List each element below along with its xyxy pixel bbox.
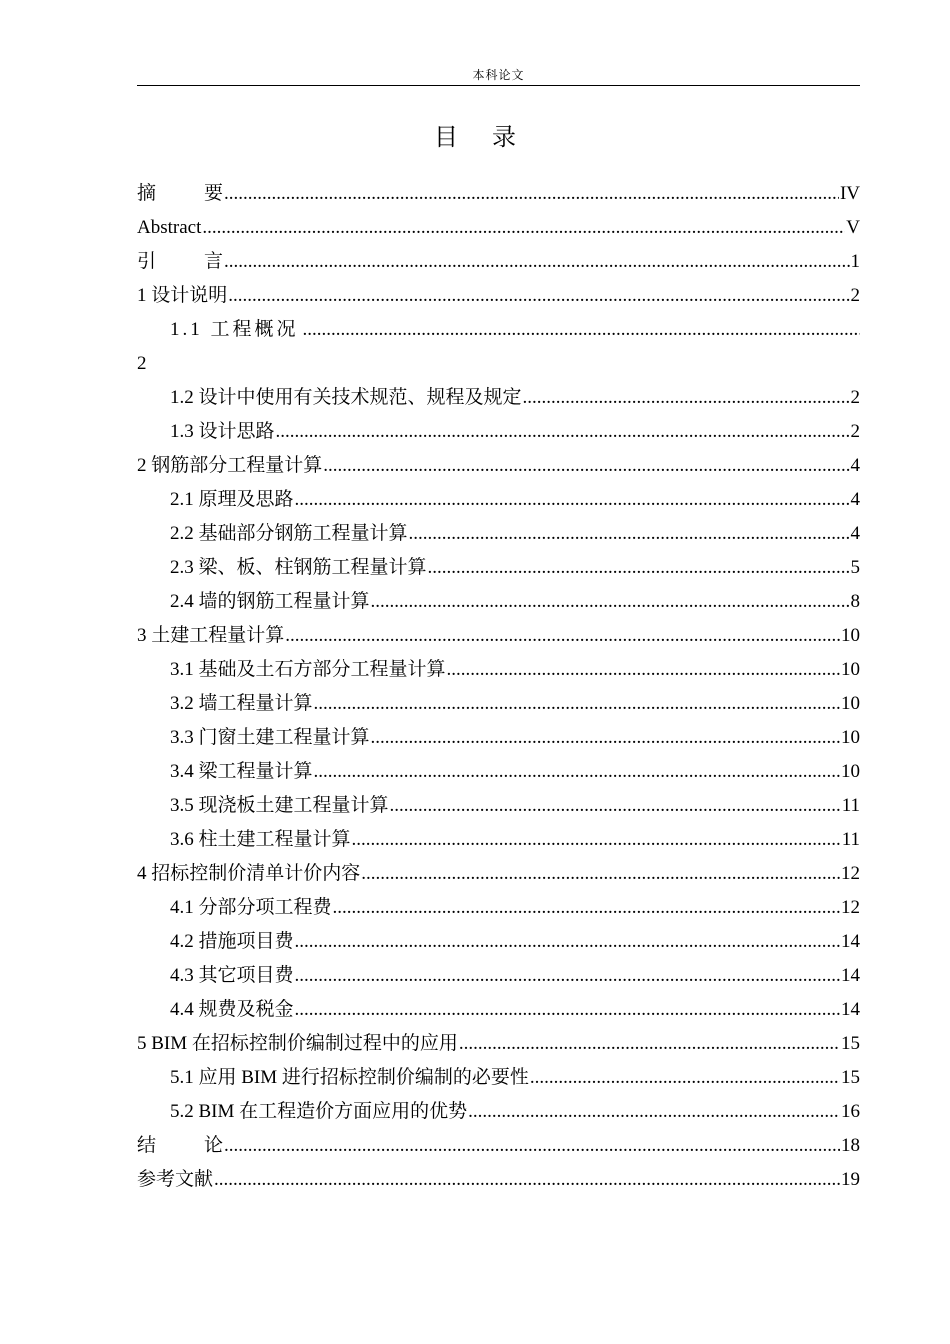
- dot-leader: [224, 177, 839, 211]
- toc-entry-1-1[interactable]: [137, 313, 860, 347]
- dot-leader: [295, 483, 850, 517]
- toc-entry-page: 2: [137, 353, 147, 374]
- toc-entry-label: 3.6 柱土建工程量计算: [170, 829, 351, 850]
- toc-entry-4-2[interactable]: [137, 925, 860, 959]
- dot-leader: [295, 993, 840, 1027]
- toc-entry-1[interactable]: [137, 279, 860, 313]
- toc-entry-label: Abstract: [137, 217, 202, 238]
- toc-entry-page: 2: [850, 387, 860, 408]
- toc-entry-page: 1: [850, 251, 860, 272]
- toc-entry-label: 参考文献: [137, 1169, 214, 1190]
- toc-entry-label: 5.1 应用 BIM 进行招标控制价编制的必要性: [170, 1067, 529, 1088]
- toc-entry-3-2[interactable]: [137, 687, 860, 721]
- toc-entry-label: 4.1 分部分项工程费: [170, 897, 332, 918]
- toc-entry-page: 10: [841, 727, 860, 748]
- dot-leader: [371, 585, 850, 619]
- toc-title: 目 录: [434, 125, 530, 151]
- toc-entry-label: 4.3 其它项目费: [170, 965, 294, 986]
- toc-entry-page: 14: [841, 931, 860, 952]
- toc-entry-introduction[interactable]: [137, 245, 860, 279]
- toc-entry-label: 1.1 工程概况: [170, 319, 299, 340]
- dot-leader: [459, 1027, 840, 1061]
- dot-leader: [276, 415, 850, 449]
- toc-entry-label: 3.1 基础及土石方部分工程量计算: [170, 659, 446, 680]
- toc-entry-page: 4: [850, 455, 860, 476]
- toc-entry-page: 8: [850, 591, 860, 612]
- toc-entry-5-1[interactable]: [137, 1061, 860, 1095]
- toc-entry-page: 10: [841, 693, 860, 714]
- toc-entry-3[interactable]: [137, 619, 860, 653]
- toc-entry-page: 18: [841, 1135, 860, 1156]
- toc-entry-page: 5: [850, 557, 860, 578]
- toc-entry-page: 12: [841, 863, 860, 884]
- toc-entry-3-1[interactable]: [137, 653, 860, 687]
- toc-entry-label: 4 招标控制价清单计价内容: [137, 863, 361, 884]
- dot-leader: [468, 1095, 840, 1129]
- toc-entry-label: 2.4 墙的钢筋工程量计算: [170, 591, 370, 612]
- toc-entry-2-1[interactable]: [137, 483, 860, 517]
- table-of-contents: [137, 177, 860, 1197]
- toc-entry-label: 1.3 设计思路: [170, 421, 275, 442]
- dot-leader: [224, 245, 849, 279]
- header-rule: [137, 85, 860, 86]
- toc-entry-5-2[interactable]: [137, 1095, 860, 1129]
- dot-leader: [303, 313, 860, 347]
- toc-entry-references[interactable]: [137, 1163, 860, 1197]
- toc-entry-label: 3.3 门窗土建工程量计算: [170, 727, 370, 748]
- dot-leader: [285, 619, 840, 653]
- page-header: 本科论文: [472, 68, 525, 82]
- dot-leader: [202, 211, 845, 245]
- toc-entry-2-2[interactable]: [137, 517, 860, 551]
- toc-entry-label: 2.1 原理及思路: [170, 489, 294, 510]
- dot-leader: [361, 857, 840, 891]
- toc-entry-label: 摘要: [137, 183, 224, 204]
- dot-leader: [428, 551, 850, 585]
- toc-entry-label: 1 设计说明: [137, 285, 228, 306]
- toc-entry-3-3[interactable]: [137, 721, 860, 755]
- toc-entry-4[interactable]: [137, 857, 860, 891]
- toc-entry-3-6[interactable]: [137, 823, 860, 857]
- dot-leader: [295, 959, 840, 993]
- toc-entry-page: 14: [841, 999, 860, 1020]
- toc-entry-4-1[interactable]: [137, 891, 860, 925]
- toc-entry-page: 10: [841, 659, 860, 680]
- toc-entry-label: 5.2 BIM 在工程造价方面应用的优势: [170, 1101, 468, 1122]
- dot-leader: [228, 279, 849, 313]
- dot-leader: [214, 1163, 840, 1197]
- toc-entry-label: 2 钢筋部分工程量计算: [137, 455, 323, 476]
- dot-leader: [323, 449, 849, 483]
- dot-leader: [314, 687, 840, 721]
- toc-entry-label: 结论: [137, 1135, 224, 1156]
- dot-leader: [314, 755, 840, 789]
- dot-leader: [295, 925, 840, 959]
- toc-entry-page: 19: [841, 1169, 860, 1190]
- toc-entry-label: 3 土建工程量计算: [137, 625, 285, 646]
- toc-entry-4-4[interactable]: [137, 993, 860, 1027]
- toc-entry-page: 15: [841, 1067, 860, 1088]
- toc-entry-3-4[interactable]: [137, 755, 860, 789]
- toc-entry-label: 1.2 设计中使用有关技术规范、规程及规定: [170, 387, 522, 408]
- toc-entry-label: 3.4 梁工程量计算: [170, 761, 313, 782]
- dot-leader: [390, 789, 841, 823]
- toc-entry-page: V: [846, 217, 860, 238]
- dot-leader: [523, 381, 850, 415]
- toc-entry-conclusion[interactable]: [137, 1129, 860, 1163]
- toc-entry-1-1-page-line[interactable]: [137, 347, 860, 381]
- toc-entry-page: IV: [839, 183, 860, 204]
- toc-entry-page: 12: [841, 897, 860, 918]
- toc-entry-page: 10: [841, 625, 860, 646]
- toc-entry-page: 4: [850, 523, 860, 544]
- toc-entry-page: 16: [841, 1101, 860, 1122]
- toc-entry-3-5[interactable]: [137, 789, 860, 823]
- toc-entry-label: 3.2 墙工程量计算: [170, 693, 313, 714]
- toc-entry-page: 14: [841, 965, 860, 986]
- toc-entry-page: 4: [850, 489, 860, 510]
- toc-entry-1-3[interactable]: [137, 415, 860, 449]
- toc-entry-2[interactable]: [137, 449, 860, 483]
- toc-entry-page: 2: [850, 421, 860, 442]
- dot-leader: [333, 891, 840, 925]
- toc-entry-page: 15: [841, 1033, 860, 1054]
- dot-leader: [224, 1129, 840, 1163]
- toc-entry-label: 4.4 规费及税金: [170, 999, 294, 1020]
- toc-entry-page: 2: [850, 285, 860, 306]
- toc-entry-abstract-en[interactable]: [137, 211, 860, 245]
- toc-entry-label: 2.2 基础部分钢筋工程量计算: [170, 523, 408, 544]
- toc-entry-page: 11: [841, 829, 860, 850]
- toc-entry-5[interactable]: [137, 1027, 860, 1061]
- toc-entry-2-4[interactable]: [137, 585, 860, 619]
- dot-leader: [530, 1061, 840, 1095]
- toc-entry-page: 10: [841, 761, 860, 782]
- dot-leader: [352, 823, 841, 857]
- toc-entry-label: 引言: [137, 251, 224, 272]
- dot-leader: [409, 517, 850, 551]
- toc-entry-page: 11: [841, 795, 860, 816]
- toc-entry-abstract-cn[interactable]: [137, 177, 860, 211]
- toc-entry-label: 4.2 措施项目费: [170, 931, 294, 952]
- toc-entry-label: 3.5 现浇板土建工程量计算: [170, 795, 389, 816]
- toc-entry-4-3[interactable]: [137, 959, 860, 993]
- toc-entry-label: 2.3 梁、板、柱钢筋工程量计算: [170, 557, 427, 578]
- toc-entry-label: 5 BIM 在招标控制价编制过程中的应用: [137, 1033, 458, 1054]
- toc-entry-1-2[interactable]: [137, 381, 860, 415]
- dot-leader: [447, 653, 840, 687]
- dot-leader: [371, 721, 840, 755]
- toc-entry-2-3[interactable]: [137, 551, 860, 585]
